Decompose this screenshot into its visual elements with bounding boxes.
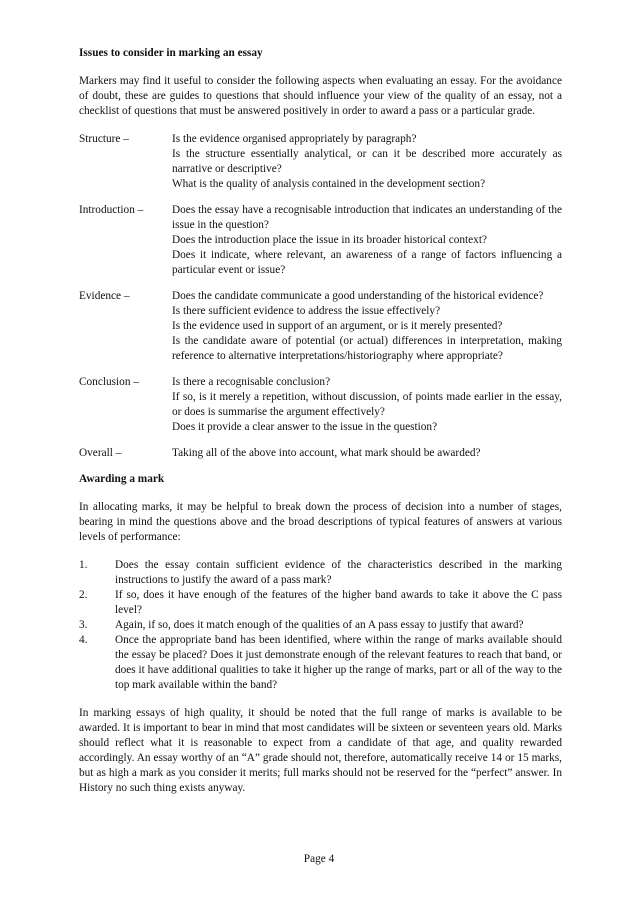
steps-list <box>79 558 562 693</box>
step-item <box>79 558 562 588</box>
criterion-label: Conclusion – <box>79 376 139 388</box>
page-number: Page 4 <box>303 853 335 865</box>
step-number: 4. <box>79 634 88 646</box>
criterion-question: If so, is it merely a repetition, without discussion, of points made earlier in the essay, or does is summarise the argument effectively? <box>172 391 562 418</box>
step-text: Does the essay contain sufficient evidence of the characteristics described in the marking instructions to justify the award of a pass mark? <box>115 559 562 586</box>
criterion-question: Is there sufficient evidence to address the issue effectively? <box>172 305 441 317</box>
criterion-question: Is the candidate aware of potential (or actual) differences in interpretation, making reference to alternative interpretations/historiography where appropriate? <box>172 335 562 362</box>
criterion-question: Is there a recognisable conclusion? <box>172 376 331 388</box>
criterion-question: Is the evidence organised appropriately by paragraph? <box>172 133 417 145</box>
closing-paragraph: In marking essays of high quality, it should be noted that the full range of marks is available to be awarded. It is important to bear in mind that most candidates will be sixteen or seventeen years old. Marks should reflect what it is reasonable to expect from a candidate of that age, and quality rewarded accordingly. An essay worthy of an “A” grade should not, therefore, automatically receive 14 or 15 marks, but as high a mark as you consider it merits; full marks should not be reserved for the “perfect” answer. In History no such thing exists anyway. <box>79 707 562 794</box>
criterion-question: Does the candidate communicate a good understanding of the historical evidence? <box>172 290 544 302</box>
criteria-list <box>79 132 562 461</box>
step-number: 3. <box>79 619 88 631</box>
section-heading-awarding: Awarding a mark <box>79 473 165 485</box>
criterion-questions <box>172 446 562 461</box>
step-text: If so, does it have enough of the features of the higher band awards to take it above the C pass level? <box>115 589 562 616</box>
step-item <box>79 588 562 618</box>
criterion-question: What is the quality of analysis contained in the development section? <box>172 178 486 190</box>
criterion-row <box>79 446 562 461</box>
step-item <box>79 618 562 633</box>
criterion-questions <box>172 203 562 278</box>
criterion-label: Introduction – <box>79 204 144 216</box>
step-item <box>79 633 562 693</box>
criterion-question: Does it indicate, where relevant, an awareness of a range of factors influencing a particular event or issue? <box>172 249 562 276</box>
criterion-question: Is the evidence used in support of an argument, or is it merely presented? <box>172 320 503 332</box>
criterion-questions <box>172 375 562 435</box>
allocating-paragraph: In allocating marks, it may be helpful to break down the process of decision into a number of stages, bearing in mind the questions above and the broad descriptions of typical features of answers at various levels of performance: <box>79 501 562 543</box>
step-text: Again, if so, does it match enough of the qualities of an A pass essay to justify that award? <box>115 619 524 631</box>
step-text: Once the appropriate band has been identified, where within the range of marks available should the essay be placed? Does it just demonstrate enough of the relevant features to reach that band, or does it have additional qualities to take it higher up the range of marks, part or all of the way to the top mark available within the band? <box>115 634 562 691</box>
criterion-questions <box>172 132 562 192</box>
step-number: 2. <box>79 589 88 601</box>
criterion-question: Does it provide a clear answer to the issue in the question? <box>172 421 438 433</box>
criterion-questions <box>172 289 562 364</box>
intro-paragraph: Markers may find it useful to consider the following aspects when evaluating an essay. For the avoidance of doubt, these are guides to questions that should influence your view of the quality of an essay, not a checklist of questions that must be answered positively in order to award a pass or a particular grade. <box>79 75 562 117</box>
page-content <box>79 46 562 809</box>
criterion-label: Overall – <box>79 447 122 459</box>
step-number: 1. <box>79 559 88 571</box>
section-heading-marking: Issues to consider in marking an essay <box>79 47 263 59</box>
criterion-row <box>79 203 562 278</box>
criterion-question: Is the structure essentially analytical, or can it be described more accurately as narrative or descriptive? <box>172 148 562 175</box>
criterion-row <box>79 375 562 435</box>
criterion-label: Evidence – <box>79 290 130 302</box>
criterion-question: Taking all of the above into account, what mark should be awarded? <box>172 447 481 459</box>
criterion-question: Does the essay have a recognisable introduction that indicates an understanding of the issue in the question? <box>172 204 562 231</box>
criterion-question: Does the introduction place the issue in its broader historical context? <box>172 234 487 246</box>
criterion-row <box>79 289 562 364</box>
criterion-label: Structure – <box>79 133 129 145</box>
criterion-row <box>79 132 562 192</box>
